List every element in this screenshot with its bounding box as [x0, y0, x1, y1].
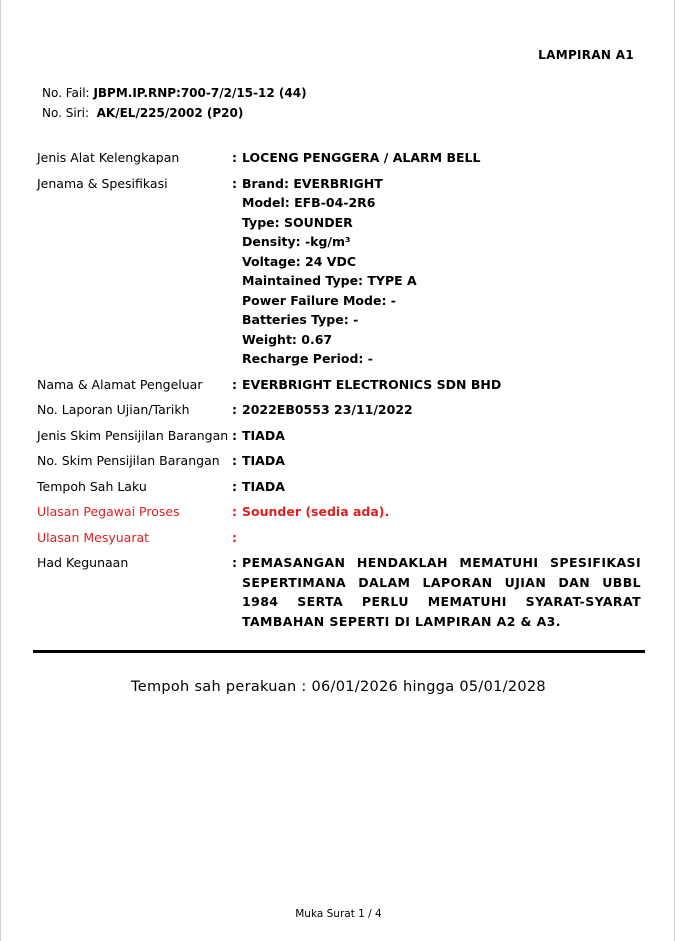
spec-line-power-failure: Power Failure Mode: - [242, 292, 396, 308]
colon: : [232, 427, 237, 443]
page-number: Muka Surat 1 / 4 [295, 908, 382, 920]
row-tempoh [37, 477, 641, 497]
row-ulasan-pegawai [37, 502, 641, 522]
tempoh-label: Tempoh Sah Laku [37, 478, 147, 494]
had-kegunaan-value: PEMASANGAN HENDAKLAH MEMATUHI SPESIFIKASI SEPERTIMANA DALAM LAPORAN UJIAN DAN UBBL 1984 SERTA PERLU MEMATUHI SYARAT-SYARAT TAMBAHAN SEPERTI DI LAMPIRAN A2 & A3. [242, 555, 641, 629]
spec-line-recharge: Recharge Period: - [242, 351, 373, 366]
row-jenama [37, 174, 641, 369]
row-had-kegunaan [37, 553, 641, 631]
divider [33, 650, 645, 653]
jenis-alat-label: Jenis Alat Kelengkapan [37, 150, 180, 165]
had-kegunaan-label: Had Kegunaan [37, 555, 129, 570]
colon: : [232, 478, 237, 494]
ulasan-mesyuarat-value [242, 528, 641, 548]
spec-line-weight: Weight: 0.67 [242, 331, 333, 347]
validity-period: Tempoh sah perakuan : 06/01/2026 hingga 05/01/2028 [131, 679, 546, 695]
pengeluar-label: Nama & Alamat Pengeluar [37, 376, 203, 392]
colon: : [232, 529, 237, 545]
row-ulasan-mesyuarat [37, 528, 641, 548]
ulasan-mesyuarat-label: Ulasan Mesyuarat [37, 529, 150, 545]
colon: : [232, 504, 237, 519]
no-siri [42, 106, 243, 120]
row-laporan [37, 400, 641, 420]
colon: : [232, 150, 237, 165]
no-fail-label: No. Fail: [42, 86, 90, 100]
no-fail-value: JBPM.IP.RNP:700-7/2/15-12 (44) [93, 86, 307, 100]
colon: : [232, 175, 237, 191]
jenama-values [242, 174, 641, 369]
jenis-skim-label: Jenis Skim Pensijilan Barangan [37, 427, 229, 443]
spec-line-type: Type: SOUNDER [242, 214, 353, 230]
no-skim-value: TIADA [242, 453, 285, 468]
laporan-label: No. Laporan Ujian/Tarikh [37, 402, 190, 417]
row-jenis-skim [37, 426, 641, 446]
no-skim-label: No. Skim Pensijilan Barangan [37, 453, 220, 468]
spec-line-maintained-type: Maintained Type: TYPE A [242, 273, 417, 288]
row-jenis-alat [37, 148, 641, 168]
spec-table [37, 148, 641, 637]
row-pengeluar [37, 375, 641, 395]
spec-line-voltage: Voltage: 24 VDC [242, 253, 357, 269]
no-fail [42, 86, 307, 100]
pengeluar-value: EVERBRIGHT ELECTRONICS SDN BHD [242, 376, 502, 392]
tempoh-value: TIADA [242, 478, 285, 494]
no-siri-value: AK/EL/225/2002 (P20) [96, 106, 244, 120]
spec-line-batteries: Batteries Type: - [242, 312, 359, 327]
colon: : [232, 453, 237, 468]
ulasan-pegawai-label: Ulasan Pegawai Proses [37, 504, 180, 519]
spec-line-model: Model: EFB-04-2R6 [242, 195, 376, 210]
spec-line-density: Density: -kg/m³ [242, 234, 351, 249]
jenama-label: Jenama & Spesifikasi [37, 175, 168, 191]
spec-line-brand: Brand: EVERBRIGHT [242, 175, 383, 191]
jenis-alat-value: LOCENG PENGGERA / ALARM BELL [242, 150, 481, 165]
no-siri-label: No. Siri: [42, 106, 89, 120]
colon: : [232, 402, 237, 417]
jenis-skim-value: TIADA [242, 427, 285, 443]
colon: : [232, 555, 237, 570]
ulasan-pegawai-value: Sounder (sedia ada). [242, 504, 390, 519]
colon: : [232, 376, 237, 392]
row-no-skim [37, 451, 641, 471]
lampiran-label: LAMPIRAN A1 [538, 48, 634, 62]
laporan-value: 2022EB0553 23/11/2022 [242, 402, 413, 417]
